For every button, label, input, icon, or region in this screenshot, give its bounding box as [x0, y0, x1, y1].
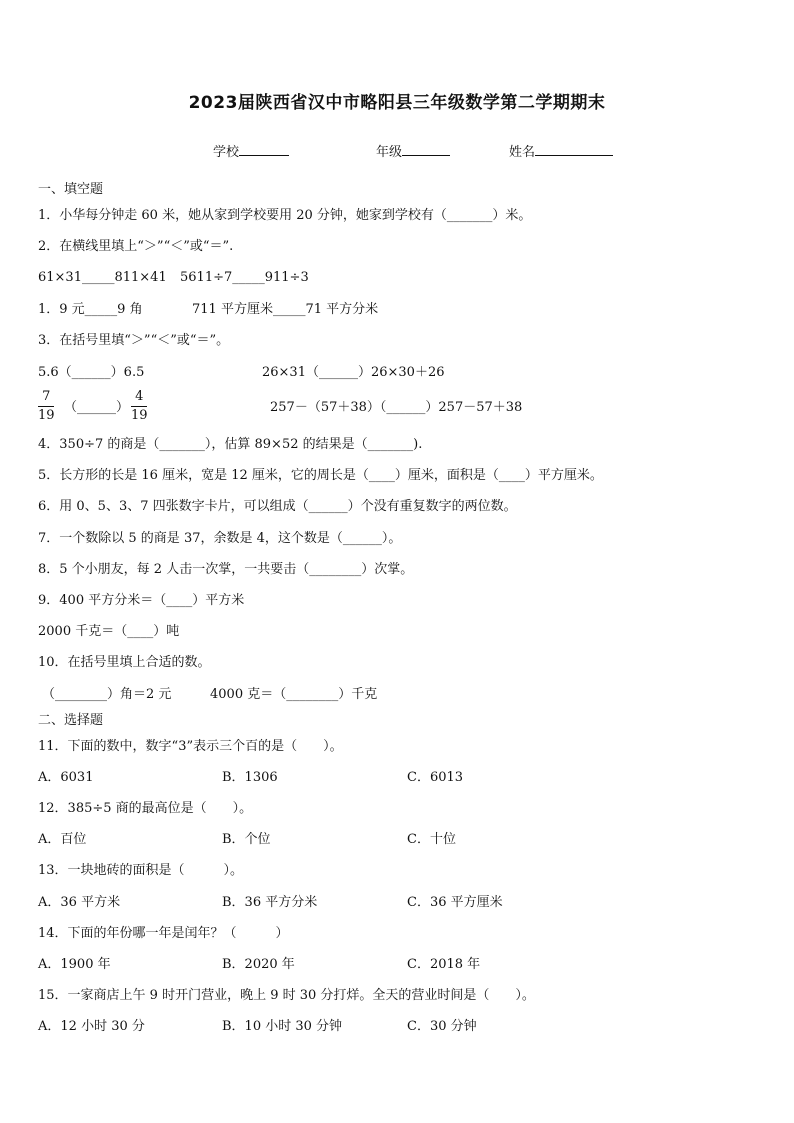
question-15: 15．一家商店上午 9 时开门营业，晚上 9 时 30 分打烊。全天的营业时间是（ ）。 — [38, 988, 535, 1003]
q12-option-b[interactable]: B．个位 — [222, 832, 271, 847]
question-7: 7．一个数除以 5 的商是 37，余数是 4，这个数是（______）。 — [38, 531, 402, 546]
grade-blank[interactable] — [402, 142, 450, 156]
fraction-denominator: 19 — [38, 408, 55, 423]
question-14: 14．下面的年份哪一年是闰年？（ ） — [38, 926, 289, 941]
q11-option-b[interactable]: B．1306 — [222, 770, 278, 785]
question-1: 1．小华每分钟走 60 米，她从家到学校要用 20 分钟，她家到学校有（_______）米。 — [38, 208, 532, 223]
fraction-numerator: 4 — [135, 389, 144, 404]
name-label: 姓名 — [509, 145, 536, 160]
question-3: 3．在括号里填“＞”“＜”或“＝”。 — [38, 333, 230, 348]
fraction-bar — [38, 406, 54, 407]
question-12: 12．385÷5 商的最高位是（ ）。 — [38, 801, 253, 816]
page-title: 2023届陕西省汉中市略阳县三年级数学第二学期期末 — [188, 93, 606, 113]
q11-option-a[interactable]: A．6031 — [38, 770, 94, 785]
fraction-4-19 — [131, 390, 148, 423]
question-11: 11．下面的数中，数字“3”表示三个百的是（ ）。 — [38, 739, 343, 754]
q13-option-c[interactable]: C．36 平方厘米 — [407, 895, 503, 910]
question-9: 9．400 平方分米＝（____）平方米 — [38, 593, 245, 608]
question-2-part-d: 711 平方厘米_____71 平方分米 — [192, 302, 379, 317]
q13-option-a[interactable]: A．36 平方米 — [38, 895, 121, 910]
section-heading-fill: 一、填空题 — [38, 182, 104, 197]
question-10-part-a: （________）角＝2 元 — [42, 687, 172, 702]
fraction-bar — [131, 406, 147, 407]
question-5: 5．长方形的长是 16 厘米，宽是 12 厘米，它的周长是（____）厘米，面积是（____）平方厘米。 — [38, 468, 603, 483]
q15-option-c[interactable]: C．30 分钟 — [407, 1019, 477, 1034]
question-2-part-a: 61×31_____811×41 — [38, 270, 167, 285]
student-info-row — [0, 141, 794, 159]
question-3-part-d: 257－（57＋38）（______）257－57＋38 — [270, 400, 523, 415]
question-6: 6．用 0、5、3、7 四张数字卡片，可以组成（______）个没有重复数字的两位数。 — [38, 499, 517, 514]
question-3-part-a: 5.6（______）6.5 — [38, 365, 145, 380]
question-3-part-b: 26×31（______）26×30＋26 — [262, 365, 445, 380]
question-13: 13．一块地砖的面积是（ ）。 — [38, 863, 244, 878]
q14-option-b[interactable]: B．2020 年 — [222, 957, 295, 972]
q11-option-c[interactable]: C．6013 — [407, 770, 464, 785]
q14-option-c[interactable]: C．2018 年 — [407, 957, 481, 972]
question-8: 8．5 个小朋友，每 2 人击一次掌，一共要击（________）次掌。 — [38, 562, 414, 577]
grade-field[interactable] — [376, 141, 450, 160]
q13-option-b[interactable]: B．36 平方分米 — [222, 895, 318, 910]
school-field[interactable] — [213, 141, 289, 160]
question-2-part-b: 5611÷7_____911÷3 — [180, 270, 309, 285]
question-10-part-b: 4000 克＝（________）千克 — [210, 687, 378, 702]
question-2: 2．在横线里填上“＞”“＜”或“＝”. — [38, 239, 234, 254]
question-10: 10．在括号里填上合适的数。 — [38, 655, 211, 670]
q12-option-c[interactable]: C．十位 — [407, 832, 456, 847]
question-2-part-c: 1．9 元_____9 角 — [38, 302, 143, 317]
name-blank[interactable] — [535, 142, 613, 156]
grade-label: 年级 — [376, 145, 403, 160]
fraction-7-19 — [38, 390, 55, 423]
q12-option-a[interactable]: A．百位 — [38, 832, 87, 847]
q15-option-a[interactable]: A．12 小时 30 分 — [38, 1019, 145, 1034]
name-field[interactable] — [509, 141, 613, 160]
fraction-numerator: 7 — [42, 389, 51, 404]
q14-option-a[interactable]: A．1900 年 — [38, 957, 111, 972]
fraction-denominator: 19 — [131, 408, 148, 423]
section-heading-choice: 二、选择题 — [38, 713, 104, 728]
q15-option-b[interactable]: B．10 小时 30 分钟 — [222, 1019, 343, 1034]
question-3-part-c-compare: （______） — [64, 400, 130, 415]
question-4: 4．350÷7 的商是（_______），估算 89×52 的结果是（_______). — [38, 437, 423, 452]
school-blank[interactable] — [239, 142, 289, 156]
question-9-part-b: 2000 千克＝（____）吨 — [38, 624, 180, 639]
school-label: 学校 — [213, 145, 240, 160]
